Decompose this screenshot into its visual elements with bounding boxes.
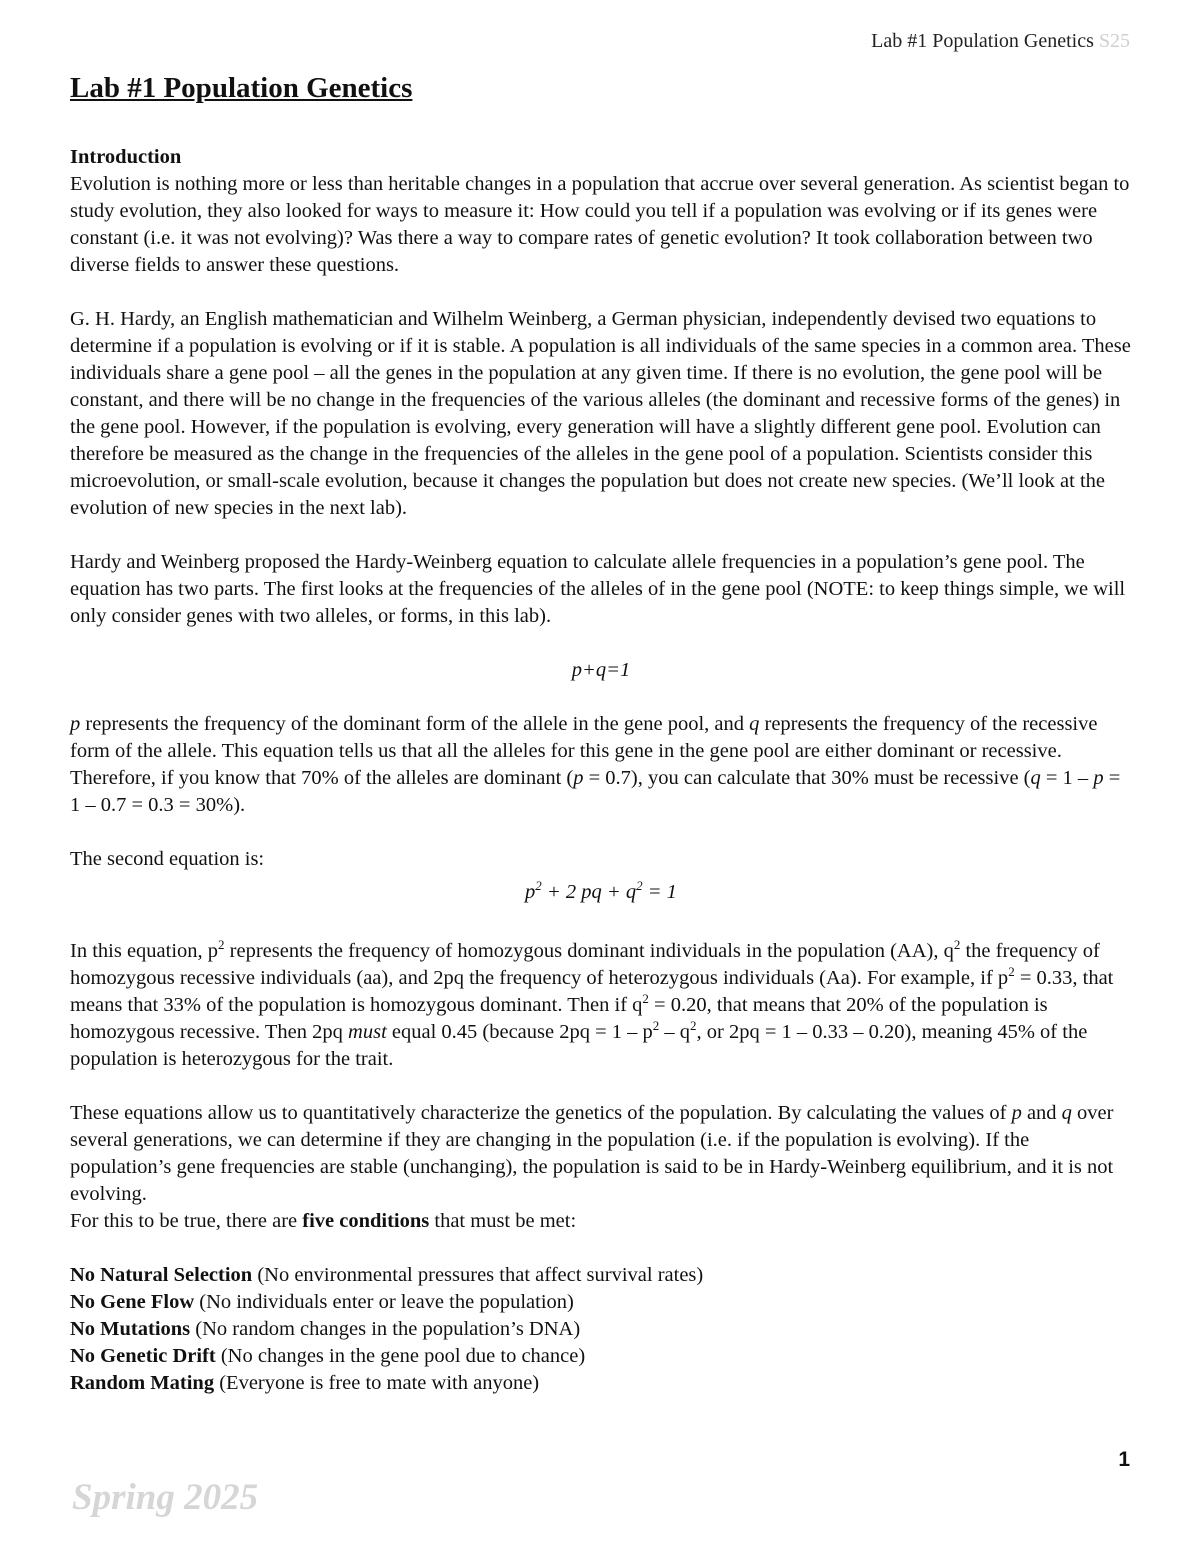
text: = 0.7), you can calculate that 30% must be recessive (: [583, 767, 1031, 789]
paragraph-hardy-weinberg: G. H. Hardy, an English mathematician and Wilhelm Weinberg, a German physician, independently devised two equations to determine if a population is evolving or if it is stable. A population is all individuals of the same species in a common area. These individuals share a gene pool – all the genes in the population at any given time. If there is no evolution, the gene pool will be constant, and there will be no change in the frequencies of the various alleles (the dominant and recessive forms of the genes) in the gene pool. However, if the population is evolving, every generation will have a slightly different gene pool. Evolution can therefore be measured as the change in the frequencies of the alleles in the gene pool of a population. Scientists consider this microevolution, or small-scale evolution, because it changes the population but does not create new species. (We’ll look at the evolution of new species in the next lab).: [70, 308, 1131, 519]
text: = 1 – 0.7 = 0.3 = 30%).: [70, 767, 1121, 816]
emphasis-must: must: [348, 1021, 387, 1043]
header-title: Lab #1 Population Genetics: [871, 30, 1094, 52]
paragraph-genotype-frequencies: In this equation, $p^2$ represents the frequency of homozygous dominant individuals in the population (AA), $q^2$ the frequency of homozygous recessive individuals (aa), and 2pq the frequency of heterozygous individuals (Aa). For example, if $p^2 = 0.33$, that means that 33% of the population is homozygous dominant. Then if $q^2 = 0.20$, that means that 20% of the population is homozygous recessive. Then 2pq must equal 0.45 (because $2pq = 1 - p^2 - q^2$, or 2pq = 1 – 0.33 – 0.20), meaning 45% of the population is heterozygous for the trait.: [70, 937, 1114, 1070]
running-header: [871, 30, 1130, 53]
equation-p-plus-q: p+q=1: [571, 659, 631, 681]
list-item: No Genetic Drift (No changes in the gene pool due to chance): [70, 1345, 586, 1367]
text: = 1 –: [1040, 767, 1094, 789]
paragraph-equilibrium: These equations allow us to quantitatively characterize the genetics of the population. By calculating the values of p and q over several generations, we can determine if they are changing in the population (i.e. if the population is evolving). If the population’s gene frequencies are stable (unchanging), the population is said to be in Hardy-Weinberg equilibrium, and it is not evolving.: [70, 1102, 1114, 1205]
text: represents the frequency of the dominant form of the allele in the gene pool, and: [80, 713, 750, 735]
header-code: S25: [1098, 30, 1130, 52]
var-p: p: [1011, 1102, 1022, 1124]
paragraph-intro: Evolution is nothing more or less than heritable changes in a population that accrue over several generation. As scientist began to study evolution, they also looked for ways to measure it: How could you tell if a population was evolving or if its genes were constant (i.e. it was not evolving)? Was there a way to compare rates of genetic evolution? It took collaboration between two diverse fields to answer these questions.: [70, 173, 1130, 276]
five-conditions-bold: five conditions: [302, 1210, 430, 1232]
text: represents the frequency of the recessive form of the allele. This equation tells us that all the alleles for this gene in the gene pool are either dominant or recessive. Therefore, if you know that 70% of the alleles are dominant (: [70, 713, 1098, 789]
var-p: p: [70, 713, 81, 735]
var-q: q: [1030, 767, 1041, 789]
paragraph-conditions-intro: For this to be true, there are five conditions that must be met:: [70, 1210, 577, 1232]
paragraph-second-equation-label: The second equation is:: [70, 848, 265, 870]
page-number: 1: [1118, 1448, 1130, 1471]
list-item: No Gene Flow (No individuals enter or leave the population): [70, 1291, 574, 1313]
var-q: q: [1061, 1102, 1072, 1124]
list-item: No Natural Selection (No environmental pressures that affect survival rates): [70, 1264, 704, 1286]
paragraph-p-q-explanation: [70, 711, 1132, 819]
equation-hardy-weinberg: $p^2 + 2$ pq + $q^2 = 1$: [525, 878, 677, 903]
var-q: q: [749, 713, 760, 735]
list-item: No Mutations (No random changes in the population’s DNA): [70, 1318, 581, 1340]
page-title: Lab #1 Population Genetics: [70, 72, 413, 104]
var-p: p: [1093, 767, 1104, 789]
footer-watermark: Spring 2025: [72, 1477, 259, 1518]
section-heading-introduction: Introduction: [70, 146, 182, 168]
var-p: p: [573, 767, 584, 789]
list-item: Random Mating (Everyone is free to mate with anyone): [70, 1372, 540, 1394]
conditions-list: [70, 1262, 1132, 1397]
paragraph-equation-intro: Hardy and Weinberg proposed the Hardy-Weinberg equation to calculate allele frequencies in a population’s gene pool. The equation has two parts. The first looks at the frequencies of the alleles of in the gene pool (NOTE: to keep things simple, we will only consider genes with two alleles, or forms, in this lab).: [70, 551, 1126, 627]
body-content: [70, 144, 1132, 1397]
